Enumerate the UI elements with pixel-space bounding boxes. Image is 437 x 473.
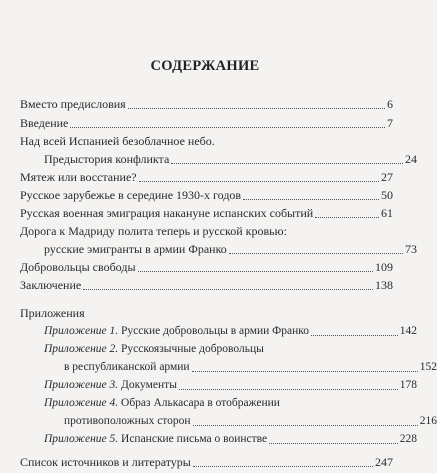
appendix-title: Русскоязычные добровольцы [118, 343, 264, 355]
toc-entry [20, 206, 393, 221]
toc-entry [20, 342, 417, 357]
dot-leader [315, 217, 379, 218]
toc-entry-page: 73 [405, 242, 417, 256]
dot-leader [138, 271, 374, 272]
toc-entry [20, 242, 417, 257]
dot-leader [128, 108, 385, 109]
dot-leader [192, 371, 418, 372]
dot-leader [243, 199, 379, 200]
toc-entry-page: 61 [381, 206, 393, 220]
toc-entry-page: 142 [399, 325, 417, 337]
toc-entry-label: в республиканской армии [64, 361, 190, 373]
dot-leader [171, 163, 403, 164]
appendix-title: Образ Алькасара в отображении [118, 397, 280, 409]
toc-entry-page: 138 [375, 278, 393, 292]
toc-entry [20, 324, 417, 339]
toc-entry [20, 224, 393, 239]
toc-entry-label: Предыстория конфликта [44, 152, 170, 166]
toc-entry-page: 228 [399, 433, 417, 445]
toc-entry-page: 216 [419, 415, 437, 427]
appendix-title: Испанские письма о воинстве [118, 433, 268, 445]
toc-entry-page: 178 [399, 379, 417, 391]
toc-entry-page: 109 [375, 260, 393, 274]
dot-leader [83, 289, 373, 290]
toc-entry-label: Вместо предисловия [20, 97, 126, 111]
toc-entry-label [44, 324, 309, 339]
page-title: СОДЕРЖАНИЕ [150, 58, 260, 74]
toc-entry [20, 378, 417, 393]
toc-entry-label: Дорога к Мадриду полита теперь и русской кровью: [20, 224, 287, 238]
toc-entry-label: Добровольцы свободы [20, 260, 136, 274]
toc-entry [20, 306, 393, 321]
dot-leader [229, 253, 403, 254]
toc-entry [20, 152, 417, 167]
toc-entry-page: 247 [375, 455, 393, 469]
dot-leader [179, 389, 398, 390]
toc-entry-label: Введение [20, 116, 69, 130]
toc-entry-page: 7 [387, 116, 393, 130]
appendix-title: Русские добровольцы в армии Франко [118, 325, 310, 337]
toc-entry [20, 432, 417, 447]
toc-entry-label: Над всей Испанией безоблачное небо. [20, 134, 215, 148]
toc-entry-label [44, 378, 177, 393]
toc-entry [20, 414, 437, 429]
toc-entry-label: Приложения [20, 306, 85, 320]
toc-entry-page: 27 [381, 170, 393, 184]
toc-entry [20, 134, 393, 149]
toc-entry-label: русские эмигранты в армии Франко [44, 242, 227, 256]
toc-entry [20, 396, 417, 411]
toc-entry-label [44, 432, 267, 447]
toc-entry-label: Список источников и литературы [20, 455, 191, 469]
appendix-number: Приложение 5. [44, 433, 119, 445]
toc-entry-page: 50 [381, 188, 393, 202]
toc-entry [20, 360, 437, 375]
toc-entry-page: 6 [387, 97, 393, 111]
dot-leader [269, 443, 398, 444]
toc-entry [20, 97, 393, 112]
toc-entry-label: Русская военная эмиграция накануне испанских событий [20, 206, 314, 220]
toc-entry-label [44, 396, 280, 411]
dot-leader [193, 425, 418, 426]
toc-entry-page: 152 [419, 361, 437, 373]
appendix-title: Документы [118, 379, 177, 391]
appendix-number: Приложение 4. [44, 397, 119, 409]
appendix-number: Приложение 3. [44, 379, 119, 391]
toc-entry [20, 278, 393, 293]
dot-leader [139, 181, 379, 182]
toc-entry-label: противоположных сторон [64, 415, 191, 427]
dot-leader [70, 127, 385, 128]
dot-leader [193, 466, 373, 467]
dot-leader [311, 335, 398, 336]
toc-entry [20, 116, 393, 131]
toc-entry [20, 188, 393, 203]
toc-entry-label: Заключение [20, 278, 82, 292]
toc-entry [20, 170, 393, 185]
toc-entry-label: Русское зарубежье в середине 1930-х годов [20, 188, 242, 202]
toc-entry [20, 455, 393, 470]
appendix-number: Приложение 1. [44, 325, 119, 337]
toc-entry [20, 260, 393, 275]
toc-entry-label [44, 342, 264, 357]
toc-entry-page: 24 [405, 152, 417, 166]
toc-entry-label: Мятеж или восстание? [20, 170, 137, 184]
appendix-number: Приложение 2. [44, 343, 119, 355]
